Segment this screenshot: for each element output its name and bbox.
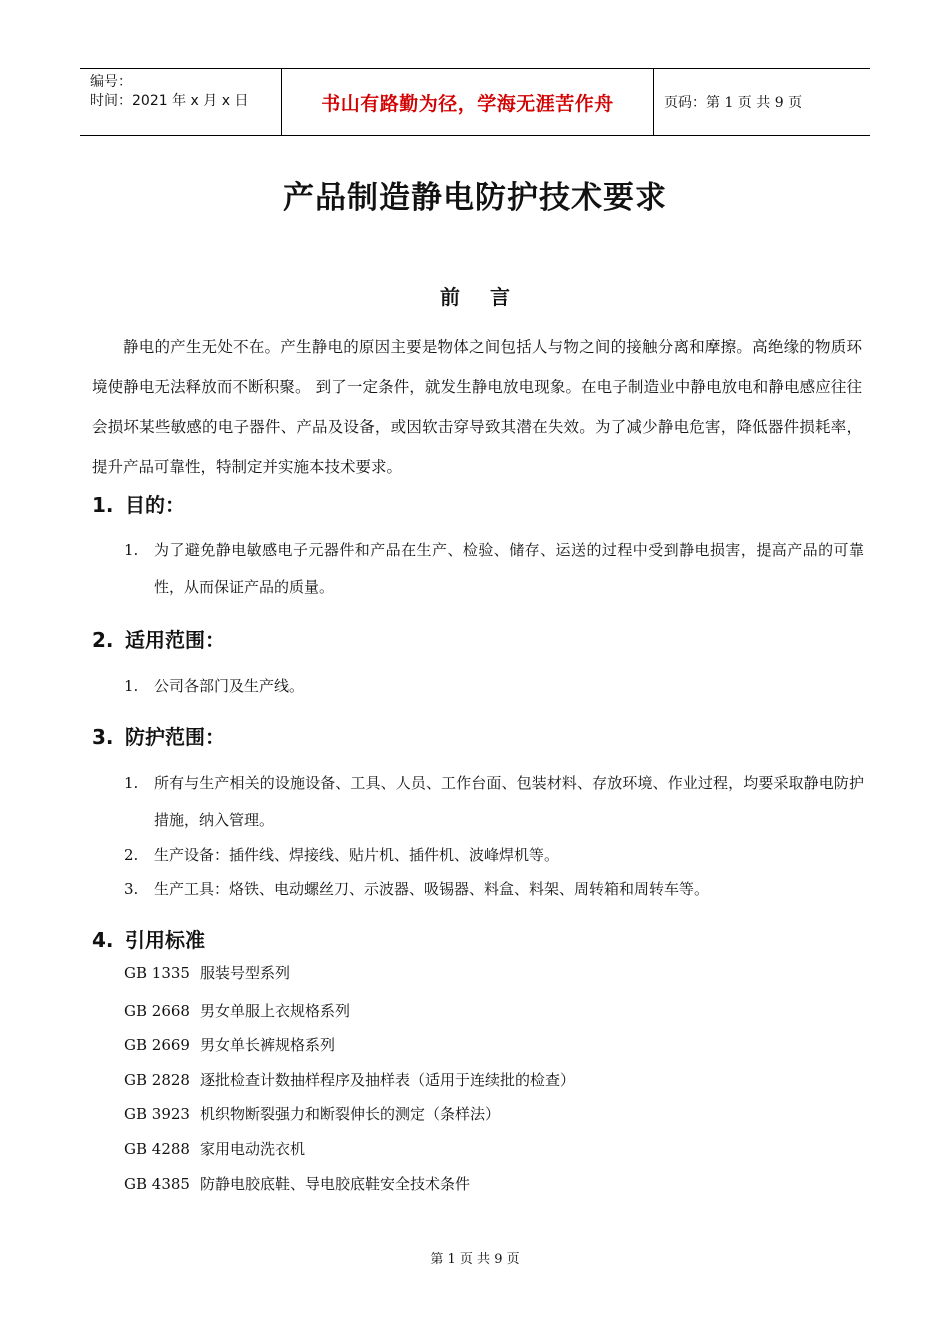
section-title: 适用范围： [125, 628, 225, 652]
page-footer: 第 1 页 共 9 页 [430, 1252, 520, 1267]
standard-code: GB 4288 [124, 1140, 190, 1158]
list-item [124, 532, 864, 606]
preface-paragraph: 静电的产生无处不在。产生静电的原因主要是物体之间包括人与物之间的接触分离和摩擦。高绝缘的物质环境使静电无法释放而不断积聚。 到了一定条件，就发生静电放电现象。在电子制造业中静电放电和静电感应往往会损坏某些敏感的电子器件、产品及设备，或因软击穿导致其潜在失效。为了减少静电危害，降低器件损耗率，提升产品可靠性，特制定并实施本技术要求。 [92, 338, 862, 476]
list-item-text: 公司各部门及生产线。 [154, 677, 305, 695]
standard-name: 防静电胶底鞋、导电胶底鞋安全技术条件 [200, 1175, 471, 1193]
standard-name: 男女单长裤规格系列 [200, 1036, 336, 1054]
section-number: 3. [92, 725, 114, 749]
preface-heading: 前言 [440, 285, 540, 309]
standard-name: 男女单服上衣规格系列 [200, 1002, 351, 1020]
section-title: 防护范围： [125, 725, 225, 749]
standard-item [124, 1070, 575, 1090]
list-item-text: 生产工具：烙铁、电动螺丝刀、示波器、吸锡器、料盒、料架、周转箱和周转车等。 [154, 880, 710, 898]
standard-name: 服装号型系列 [200, 964, 291, 982]
header-motto: 书山有路勤为径，学海无涯苦作舟 [321, 92, 614, 115]
standard-item [124, 963, 290, 983]
section-title: 引用标准 [125, 928, 205, 952]
time-label: 时间：2021 年 x 月 x 日 [90, 93, 249, 109]
list-item-text: 所有与生产相关的设施设备、工具、人员、工作台面、包装材料、存放环境、作业过程，均要采取静电防护措施，纳入管理。 [154, 774, 864, 829]
header-motto-cell [281, 69, 654, 135]
standard-name: 机织物断裂强力和断裂伸长的测定（条样法） [200, 1105, 501, 1123]
header-page-cell [654, 69, 870, 135]
section-title: 目的： [125, 493, 185, 517]
list-item-number: 1. [124, 541, 139, 559]
standard-code: GB 2669 [124, 1036, 190, 1054]
list-item [124, 668, 864, 705]
header-left-cell [80, 69, 281, 135]
list-item-number: 3. [124, 880, 139, 898]
standard-item [124, 1001, 350, 1021]
standard-name: 逐批检查计数抽样程序及抽样表（适用于连续批的检查） [200, 1071, 576, 1089]
standard-item [124, 1035, 335, 1055]
document-title: 产品制造静电防护技术要求 [283, 180, 667, 216]
list-item-number: 2. [124, 846, 139, 864]
list-item-number: 1. [124, 677, 139, 695]
standard-code: GB 4385 [124, 1175, 190, 1193]
section-number: 1. [92, 493, 114, 517]
list-item [124, 765, 864, 839]
list-item-text: 生产设备：插件线、焊接线、贴片机、插件机、波峰焊机等。 [154, 846, 560, 864]
standard-code: GB 3923 [124, 1105, 190, 1123]
number-label: 编号： [90, 74, 132, 90]
standard-item [124, 1104, 500, 1124]
section-number: 4. [92, 928, 114, 952]
standard-name: 家用电动洗衣机 [200, 1140, 306, 1158]
standard-item [124, 1139, 305, 1159]
section-number: 2. [92, 628, 114, 652]
list-item [124, 871, 864, 908]
section-heading [92, 489, 185, 518]
standard-code: GB 1335 [124, 964, 190, 982]
page-label: 页码：第 1 页 共 9 页 [664, 95, 803, 111]
list-item-number: 1. [124, 774, 139, 792]
list-item-text: 为了避免静电敏感电子元器件和产品在生产、检验、储存、运送的过程中受到静电损害，提高产品的可靠性，从而保证产品的质量。 [154, 541, 864, 596]
standard-code: GB 2668 [124, 1002, 190, 1020]
standard-item [124, 1174, 470, 1194]
section-heading [92, 924, 205, 953]
list-item [124, 837, 864, 874]
standard-code: GB 2828 [124, 1071, 190, 1089]
section-heading [92, 624, 225, 653]
document-header [80, 68, 870, 136]
section-heading [92, 721, 225, 750]
